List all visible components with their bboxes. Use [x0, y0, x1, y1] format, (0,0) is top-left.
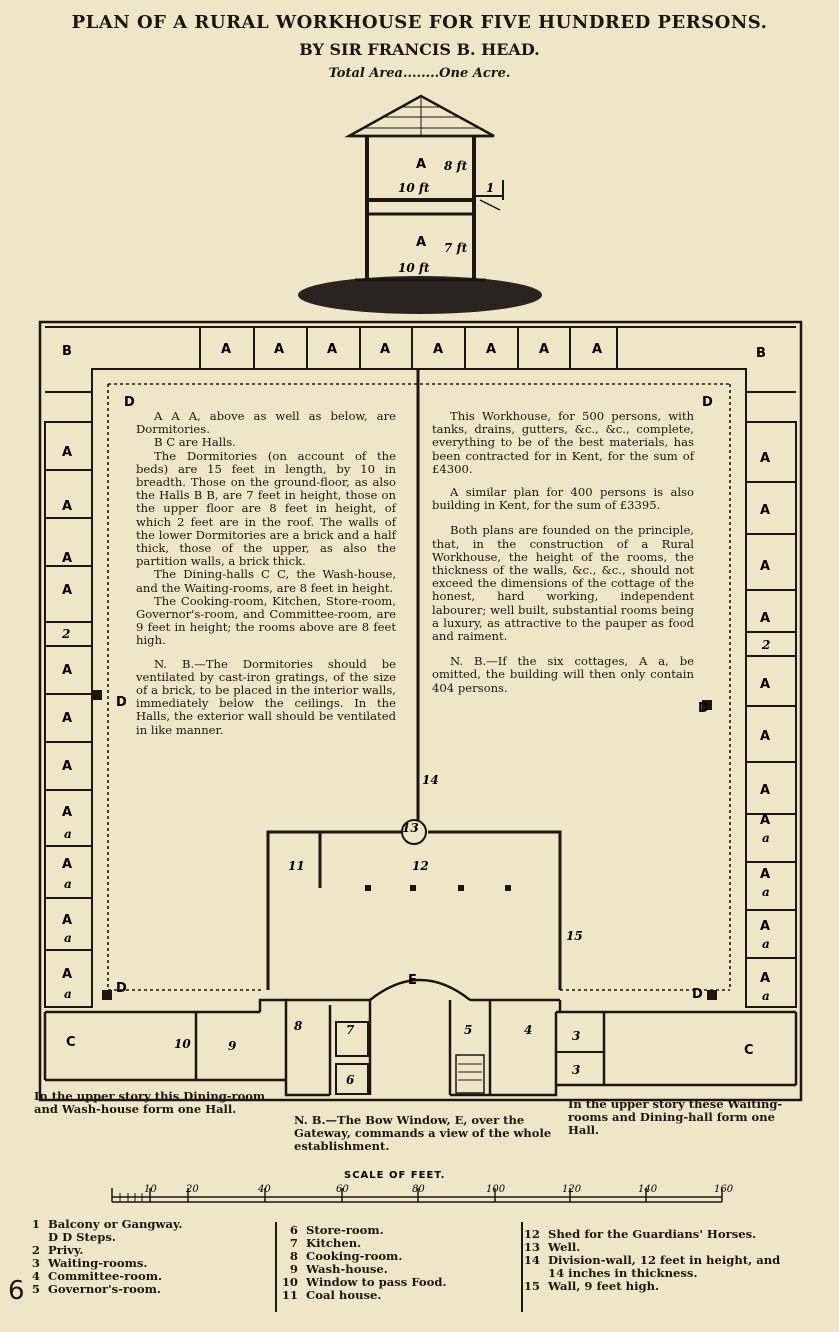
dorm-right-3: A — [760, 559, 771, 574]
scale-tick-80: 80 — [412, 1184, 425, 1195]
window-pass-food-label: 10 — [174, 1037, 191, 1051]
legend-text: Governor's-room. — [48, 1282, 161, 1296]
page-number: 6 — [8, 1276, 25, 1306]
dorm-top-2: A — [274, 342, 285, 357]
legend-text: Store-room. — [306, 1223, 384, 1237]
legend-text: Shed for the Guardians' Horses. — [548, 1227, 757, 1241]
dorm-top-4: A — [380, 342, 391, 357]
legend-text: Privy. — [48, 1243, 84, 1257]
cross-section — [298, 96, 542, 314]
legend-row — [278, 1289, 518, 1302]
privy-right: 2 — [762, 638, 771, 652]
legend-num: 7 — [289, 1236, 298, 1250]
legend-text: Waiting-rooms. — [48, 1256, 148, 1270]
dining-hall-c-right: C — [744, 1043, 754, 1058]
right-dormitory-column — [746, 392, 796, 1007]
caption-center: N. B.—The Bow Window, E, over the Gateway, commands a view of the whole establishment. — [294, 1113, 552, 1153]
dorm-right-1: A — [760, 451, 771, 466]
caption-left: In the upper story this Dining-room and Wash-house form one Hall. — [34, 1089, 266, 1116]
dorm-top-1: A — [221, 342, 232, 357]
wash-house-label: 9 — [228, 1039, 237, 1053]
dorm-top-3: A — [327, 342, 338, 357]
dorm-right-9: A — [760, 867, 771, 882]
legend-num: 5 — [31, 1282, 40, 1296]
note-left-3: The Dormitories (on account of the beds) are 15 feet in length, by 10 in breadth. Those on the ground-floor, as also the Halls B B, are 7 feet in height, those on the upper floor are 8 feet in height, of which 2 feet are in the roof. The walls of the lower Dormitories are a brick and a half thick, those of the upper, as also the partition walls, a brick thick. — [136, 448, 396, 569]
legend-column-1 — [20, 1218, 270, 1296]
legend-num: 6 — [289, 1223, 298, 1237]
dorm-left-7: A — [62, 759, 73, 774]
section-lower-room: A — [416, 235, 427, 250]
dorm-right-8: A — [760, 813, 771, 828]
cottage-right-11: a — [762, 989, 770, 1003]
section-upper-width: 10 ft — [398, 181, 430, 195]
scale-tick-20: 20 — [186, 1184, 199, 1195]
cottage-left-8: a — [64, 827, 72, 841]
dorm-left-9: A — [62, 857, 73, 872]
dorm-top-8: A — [592, 342, 603, 357]
legend-text: Coal house. — [306, 1288, 382, 1302]
section-upper-room: A — [416, 157, 427, 172]
section-balcony-label: 1 — [486, 181, 495, 195]
legend-text: Committee-room. — [48, 1269, 163, 1283]
dorm-right-10: A — [760, 919, 771, 934]
scale-tick-160: 160 — [714, 1184, 734, 1195]
note-right-3: Both plans are founded on the principle, that, in the construction of a Rural Workhouse, the height of the rooms, the thickness of the walls, &c., &c., should not exceed the dimensions of the cottage of the honest, hard working, independent labourer; well built, substantial rooms being a luxury, as attractive to the pauper as food and raiment. — [432, 523, 694, 644]
dorm-right-7: A — [760, 783, 771, 798]
scale-tick-10: 10 — [144, 1184, 157, 1195]
legend-num: 14 — [523, 1253, 540, 1267]
hall-b-left: B — [62, 344, 72, 359]
dorm-left-8: A — [62, 805, 73, 820]
dorm-right-11: A — [760, 971, 771, 986]
bottom-building-range — [45, 980, 796, 1095]
legend-num: 4 — [31, 1269, 40, 1283]
note-right-2: A similar plan for 400 persons is also building in Kent, for the sum of £3395. — [432, 485, 694, 513]
legend-num: 13 — [523, 1240, 540, 1254]
section-lower-height: 7 ft — [444, 241, 468, 255]
scale-title: SCALE OF FEET. — [344, 1170, 446, 1181]
total-area-note: Total Area........One Acre. — [328, 66, 511, 81]
governors-room-label: 5 — [464, 1023, 473, 1037]
cooking-room-label: 8 — [294, 1019, 303, 1033]
hall-b-right: B — [756, 346, 766, 361]
steps-d-top-left: D — [124, 395, 135, 410]
note-left-1: A A A, above as well as below, are Dormitories. — [136, 409, 396, 437]
scale-tick-60: 60 — [336, 1184, 349, 1195]
dorm-left-3: A — [62, 551, 73, 566]
dorm-top-5: A — [433, 342, 444, 357]
legend-column-3 — [520, 1228, 820, 1293]
cottage-left-10: a — [64, 931, 72, 945]
note-left-6: N. B.—The Dormitories should be ventilated by cast-iron gratings, of the size of a brick, to be placed in the interior walls, immediately below the ceilings. In the Halls, the exterior wall should be ventilated in like manner. — [136, 656, 396, 737]
notes-right — [432, 410, 694, 695]
bow-window-label: E — [408, 973, 417, 988]
legend-text: Cooking-room. — [306, 1249, 403, 1263]
legend-text: Window to pass Food. — [306, 1275, 447, 1289]
legend-text: Balcony or Gangway. — [48, 1217, 183, 1231]
legend-text: Wash-house. — [306, 1262, 388, 1276]
legend-text: Division-wall, 12 feet in height, and — [548, 1253, 781, 1267]
legend-row — [20, 1283, 270, 1296]
top-dormitory-row — [45, 327, 796, 392]
legend-text: Kitchen. — [306, 1236, 362, 1250]
section-lower-width: 10 ft — [398, 261, 430, 275]
note-right-1: This Workhouse, for 500 persons, with tanks, drains, gutters, &c., &c., complete, everything to be of the best materials, has been contracted for in Kent, for the sum of £4300. — [432, 409, 694, 476]
wall-15-label: 15 — [566, 929, 583, 943]
store-room-label: 6 — [346, 1073, 355, 1087]
scale-tick-140: 140 — [638, 1184, 658, 1195]
notes-left — [136, 410, 396, 737]
horse-shed-label: 12 — [412, 859, 429, 873]
dorm-right-2: A — [760, 503, 771, 518]
steps-d-mid-right: D — [698, 701, 709, 716]
dorm-left-4: A — [62, 583, 73, 598]
dorm-right-5: A — [760, 677, 771, 692]
scale-tick-120: 120 — [562, 1184, 582, 1195]
cottage-left-11: a — [64, 987, 72, 1001]
legend-text: D D Steps. — [48, 1230, 116, 1244]
dorm-right-6: A — [760, 729, 771, 744]
note-right-4: N. B.—If the six cottages, A a, be omitted, the building will then only contain 404 persons. — [432, 654, 694, 695]
page-title: PLAN OF A RURAL WORKHOUSE FOR FIVE HUNDRED PERSONS. — [71, 12, 768, 33]
coal-house-label: 11 — [288, 859, 305, 873]
dorm-left-10: A — [62, 913, 73, 928]
dorm-left-2: A — [62, 499, 73, 514]
author-line: BY SIR FRANCIS B. HEAD. — [299, 40, 540, 59]
cottage-right-8: a — [762, 831, 770, 845]
legend-num: 12 — [523, 1227, 540, 1241]
section-upper-height: 8 ft — [444, 159, 468, 173]
cottage-right-9: a — [762, 885, 770, 899]
legend-num: 3 — [31, 1256, 40, 1270]
dorm-left-1: A — [62, 445, 73, 460]
dorm-top-6: A — [486, 342, 497, 357]
steps-d-bottom-left: D — [116, 981, 127, 996]
division-wall-label: 14 — [422, 773, 439, 787]
kitchen-label: 7 — [346, 1023, 355, 1037]
legend-num: 8 — [289, 1249, 298, 1263]
legend-num: 1 — [31, 1217, 40, 1231]
note-left-2: B C are Halls. — [154, 435, 236, 450]
legend-num: 9 — [289, 1262, 298, 1276]
shed-posts — [365, 885, 511, 891]
caption-right: In the upper story these Waiting-rooms and Dining-hall form one Hall. — [568, 1097, 783, 1137]
note-left-4: The Dining-halls C C, the Wash-house, and the Waiting-rooms, are 8 feet in height. — [136, 567, 396, 595]
dorm-right-4: A — [760, 611, 771, 626]
dining-hall-c-left: C — [66, 1035, 76, 1050]
legend-text: 14 inches in thickness. — [548, 1266, 698, 1280]
cottage-left-9: a — [64, 877, 72, 891]
legend-num: 10 — [281, 1275, 298, 1289]
waiting-room-label-1: 3 — [572, 1029, 581, 1043]
legend-num: 15 — [523, 1279, 540, 1293]
legend-text: Well. — [548, 1240, 581, 1254]
steps-d-top-right: D — [702, 395, 713, 410]
legend-num: 11 — [281, 1288, 298, 1302]
legend-row — [520, 1280, 820, 1293]
dorm-left-11: A — [62, 967, 73, 982]
legend-text: Wall, 9 feet high. — [548, 1279, 660, 1293]
legend-column-2 — [278, 1224, 518, 1302]
dorm-top-7: A — [539, 342, 550, 357]
waiting-room-label-2: 3 — [572, 1063, 581, 1077]
steps-d-bottom-right: D — [692, 987, 703, 1002]
legend-num: 2 — [31, 1243, 40, 1257]
scale-tick-100: 100 — [486, 1184, 506, 1195]
scale-tick-40: 40 — [258, 1184, 271, 1195]
cottage-right-10: a — [762, 937, 770, 951]
steps-d-mid-left: D — [116, 695, 127, 710]
committee-room-label: 4 — [524, 1023, 533, 1037]
dorm-left-5: A — [62, 663, 73, 678]
dorm-left-6: A — [62, 711, 73, 726]
well-label: 13 — [402, 821, 419, 835]
horse-shed — [268, 832, 560, 990]
privy-left: 2 — [62, 627, 71, 641]
note-left-5: The Cooking-room, Kitchen, Store-room, Governor's-room, and Committee-room, are 9 feet in height; the rooms above are 8 feet high. — [136, 593, 396, 648]
